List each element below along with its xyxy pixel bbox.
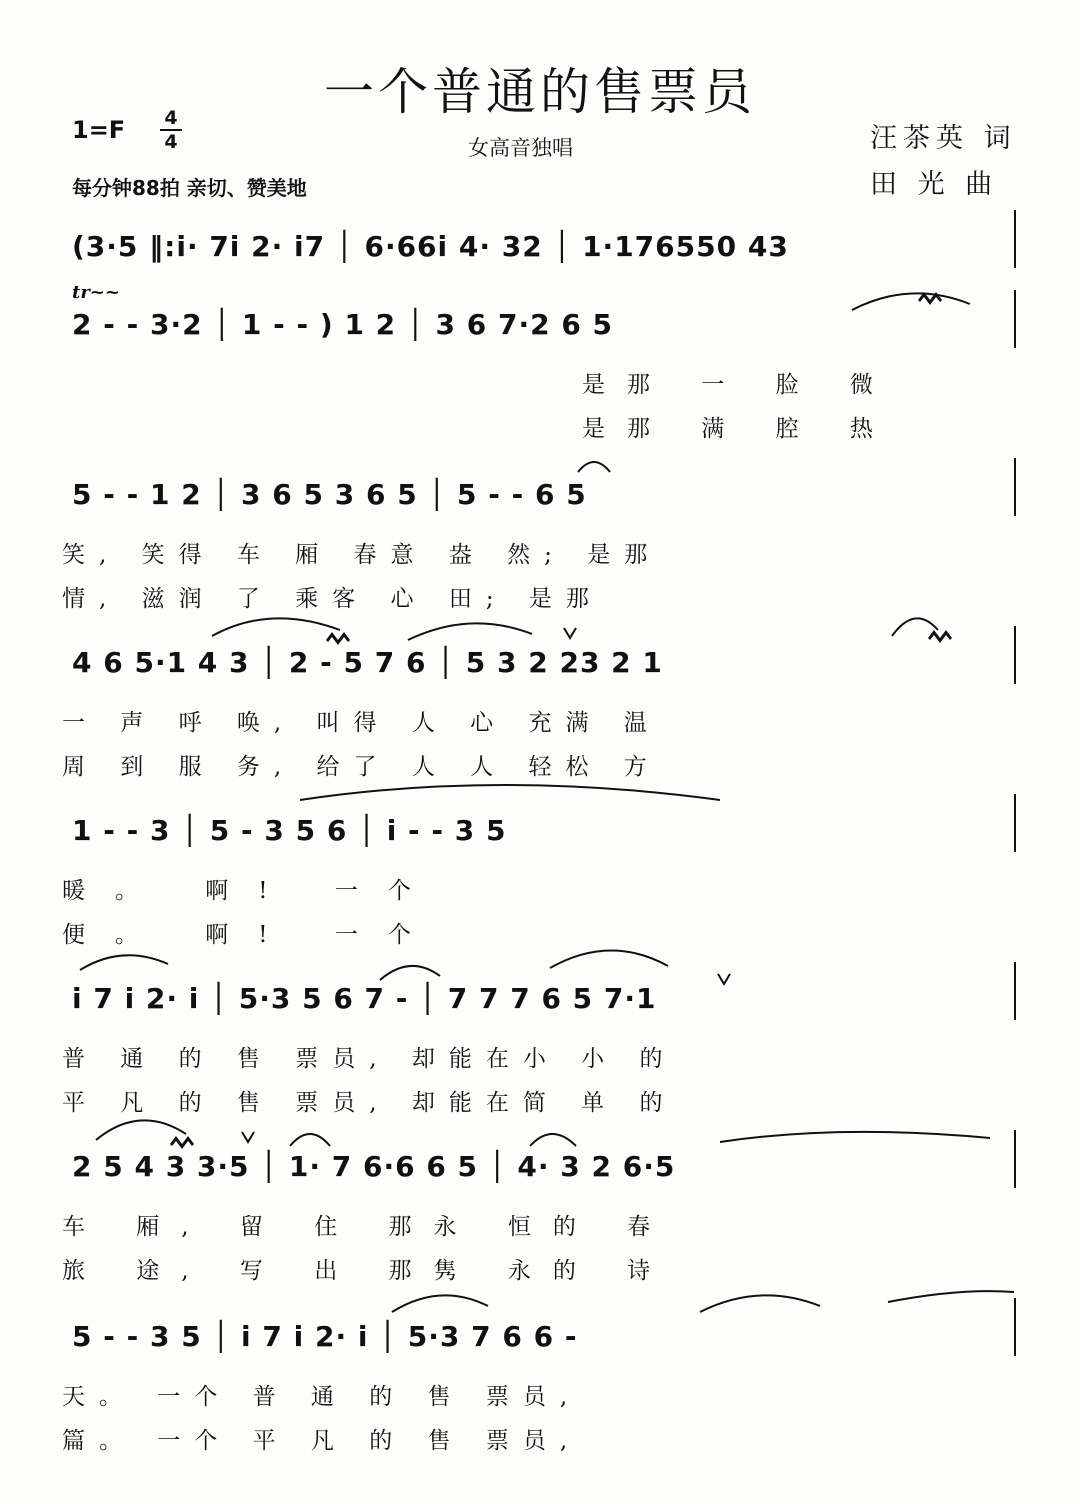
time-signature-top: 4 [164,107,178,129]
notation-line-3: 5 - - 1 2 │ 3 6 5 3 6 5 │ 5 - - 6 5 [72,478,587,511]
breath-mark-icon [564,628,576,638]
notation-line-6: i 7 i 2· i │ 5·3 5 6 7 - │ 7 7 7 6 5 7·1 [72,982,657,1015]
barline-end-7 [1014,1130,1016,1188]
slur-line-5 [300,785,720,800]
performance-subtitle: 女高音独唱 [468,136,573,160]
lyrics-line-5-verse-2: 便。 啊! 一个 [62,922,441,948]
lyrics-line-5-verse-1: 暖。 啊! 一个 [62,878,441,904]
slur-line-6a [80,955,168,970]
trill-marking: tr~~ [72,282,120,303]
barline-end-3 [1014,458,1016,516]
lyrics-line-3-verse-2: 情, 滋润 了 乘客 心 田; 是那 [62,586,603,612]
notation-line-4: 4 6 5·1 4 3 │ 2 - 5 7 6 │ 5 3 2 23 2 1 [72,646,663,679]
slur-line-7a [96,1120,186,1140]
lyrics-line-8-verse-1: 天。 一个 普 通 的 售 票员, [62,1384,582,1410]
lyrics-line-7-verse-1: 车 厢, 留 住 那永 恒的 春 [62,1214,673,1240]
notation-line-7: 2 5 4 3 3·5 │ 1· 7 6·6 6 5 │ 4· 3 2 6·5 [72,1150,676,1183]
slur-line-4b [408,623,532,640]
lyrics-line-6-verse-1: 普 通 的 售 票员, 却能在小 小 的 [62,1046,677,1072]
lyrics-line-2-verse-2: 是那 满 腔 热 [582,416,895,442]
slur-line-8a [392,1295,488,1312]
key-signature: 1=F [72,116,126,144]
lyrics-line-3-verse-1: 笑, 笑得 车 厢 春意 盎 然; 是那 [62,542,662,568]
tempo-marking: 每分钟88拍 亲切、赞美地 [72,176,307,200]
lyricist-credit: 汪茶英 词 [870,123,1017,154]
lyrics-line-2-verse-1: 是那 一 脸 微 [582,372,895,398]
slur-line-2 [852,293,970,310]
tie-line-3 [578,462,610,472]
notation-line-8: 5 - - 3 5 │ i 7 i 2· i │ 5·3 7 6 6 - [72,1320,578,1353]
lyrics-line-7-verse-2: 旅 途, 写 出 那隽 永的 诗 [62,1258,673,1284]
notation-line-1: (3·5 ‖:i· 7i 2· i7 │ 6·66i 4· 32 │ 1·176550 43 [72,230,789,263]
tie-line-7b [290,1134,330,1146]
slur-line-8b [700,1295,820,1312]
composer-credit: 田 光 曲 [870,169,999,200]
mordent-icon [326,632,350,645]
notation-line-5: 1 - - 3 │ 5 - 3 5 6 │ i - - 3 5 [72,814,507,847]
mordent-icon [170,1136,194,1149]
mordent-icon [928,630,952,643]
slur-line-8c [888,1291,1014,1302]
barline-end-1 [1014,210,1016,268]
lyrics-line-6-verse-2: 平 凡 的 售 票员, 却能在简 单 的 [62,1090,677,1116]
slur-line-6c [550,950,668,968]
barline-end-5 [1014,794,1016,852]
time-signature [160,108,182,152]
lyrics-line-8-verse-2: 篇。 一个 平 凡 的 售 票员, [62,1428,582,1454]
time-signature-bottom: 4 [164,131,178,153]
lyrics-line-4-verse-1: 一 声 呼 唤, 叫得 人 心 充满 温 [62,710,661,736]
barline-end-8 [1014,1298,1016,1356]
breath-mark-icon [718,974,730,984]
slur-line-7d [720,1132,990,1142]
barline-end-6 [1014,962,1016,1020]
tie-line-7c [530,1134,576,1146]
notation-line-2: 2 - - 3·2 │ 1 - - ) 1 2 │ 3 6 7·2 6 5 [72,308,614,341]
song-title: 一个普通的售票员 [324,63,756,121]
slur-line-6b [380,966,440,980]
breath-mark-icon [242,1132,254,1142]
mordent-icon [918,292,942,305]
slur-line-4a [212,618,340,636]
barline-end-4 [1014,626,1016,684]
barline-end-2 [1014,290,1016,348]
slur-line-4c [892,618,938,636]
lyrics-line-4-verse-2: 周 到 服 务, 给了 人 人 轻松 方 [62,754,661,780]
